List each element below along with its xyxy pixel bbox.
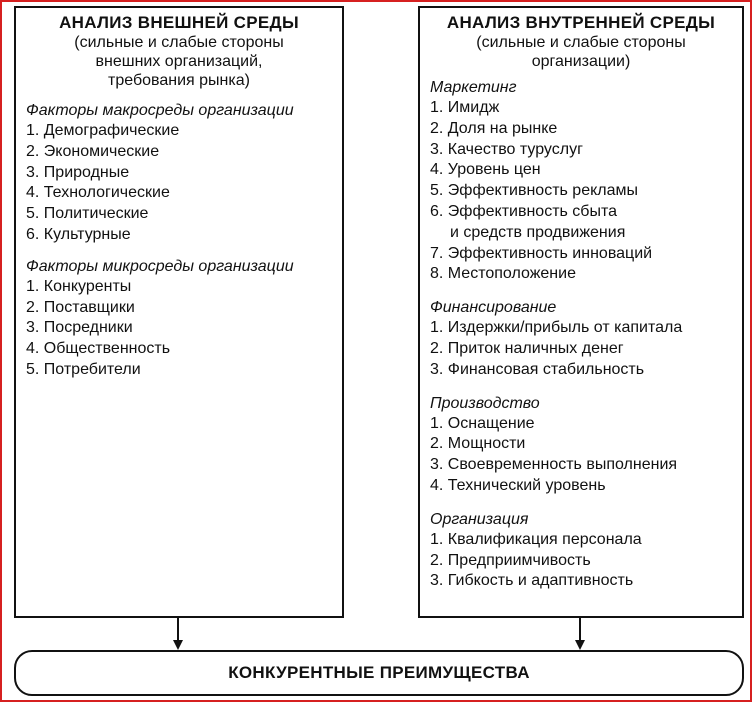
list-item — [26, 183, 342, 204]
internal-analysis-box — [418, 6, 744, 618]
list-item — [26, 225, 342, 246]
list-item-text: 2. Экономические — [26, 142, 160, 160]
list-item — [430, 318, 742, 339]
external-analysis-subtitle-line: (сильные и слабые стороны — [74, 34, 284, 51]
list-item — [26, 339, 342, 360]
list-item — [430, 98, 742, 119]
internal-analysis-subtitle-line: (сильные и слабые стороны — [476, 34, 686, 51]
list-item — [430, 339, 742, 360]
section-title: Маркетинг — [430, 79, 517, 96]
list-item — [26, 163, 342, 184]
list-item-text: 3. Своевременность выполнения — [430, 456, 678, 474]
list-item-text: 3. Качество туруслуг — [430, 140, 583, 158]
list-item-text: 1. Квалификация персонала — [430, 530, 642, 548]
factor-section — [430, 393, 742, 497]
list-item — [26, 204, 342, 225]
right-connector-line — [579, 618, 581, 642]
list-item-text: 1. Конкуренты — [26, 277, 132, 295]
list-item-text: 2. Приток наличных денег — [430, 339, 624, 357]
list-item — [430, 360, 742, 381]
list-item — [430, 181, 742, 202]
list-item — [430, 530, 742, 551]
list-item-text: 2. Доля на рынке — [430, 119, 558, 137]
list-item-text: 3. Гибкость и адаптивность — [430, 572, 634, 590]
list-item-continuation: и средств продвижения — [450, 223, 626, 241]
list-item — [430, 434, 742, 455]
factor-section — [430, 77, 742, 285]
list-item-text: 4. Технический уровень — [430, 476, 606, 494]
list-item — [26, 360, 342, 381]
list-item — [26, 142, 342, 163]
left-connector-line — [177, 618, 179, 642]
internal-analysis-subtitle-line: организации) — [531, 53, 631, 70]
list-item-text: 5. Потребители — [26, 360, 141, 378]
internal-analysis-title: АНАЛИЗ ВНУТРЕННЕЙ СРЕДЫ — [446, 13, 716, 32]
list-item — [430, 202, 742, 244]
competitive-advantages-label: КОНКУРЕНТНЫЕ ПРЕИМУЩЕСТВА — [228, 663, 530, 682]
list-item-text: 2. Мощности — [430, 435, 526, 453]
external-sections — [16, 100, 342, 381]
competitive-advantages-box — [14, 650, 744, 696]
section-title: Факторы микросреды организации — [26, 257, 294, 275]
list-item-text: 6. Культурные — [26, 225, 131, 243]
list-item — [26, 298, 342, 319]
list-item-text: 5. Политические — [26, 205, 149, 223]
internal-analysis-header — [420, 13, 742, 71]
list-item — [430, 140, 742, 161]
list-item — [430, 414, 742, 435]
list-item-text: 1. Имидж — [430, 99, 500, 116]
list-item-text: 3. Природные — [26, 163, 130, 181]
factor-section — [430, 297, 742, 380]
list-item-text: 4. Общественность — [26, 340, 171, 358]
factor-section — [430, 509, 742, 592]
external-analysis-box — [14, 6, 344, 618]
left-arrowhead — [173, 640, 183, 650]
list-item — [26, 121, 342, 142]
factor-section — [26, 100, 342, 246]
list-item-text: 2. Предприимчивость — [430, 551, 591, 569]
list-item — [430, 264, 742, 285]
list-item-text: 7. Эффективность инноваций — [430, 244, 653, 262]
list-item-text: 1. Оснащение — [430, 414, 535, 432]
list-item — [430, 551, 742, 572]
list-item — [430, 244, 742, 265]
list-item-text: 3. Финансовая стабильность — [430, 360, 645, 378]
internal-sections — [420, 77, 742, 592]
external-analysis-title: АНАЛИЗ ВНЕШНЕЙ СРЕДЫ — [59, 13, 299, 32]
section-title: Факторы макросреды организации — [26, 102, 294, 119]
list-item-text: 8. Местоположение — [430, 265, 576, 283]
list-item — [430, 455, 742, 476]
external-analysis-header — [16, 13, 342, 90]
list-item-text: 3. Посредники — [26, 319, 133, 337]
list-item-text: 1. Издержки/прибыль от капитала — [430, 319, 683, 337]
list-item-text: 6. Эффективность сбыта — [430, 202, 618, 220]
list-item — [26, 277, 342, 298]
list-item — [26, 318, 342, 339]
list-item — [430, 119, 742, 140]
list-item-text: 1. Демографические — [26, 122, 180, 139]
section-title: Финансирование — [430, 299, 557, 317]
list-item — [430, 160, 742, 181]
list-item-text: 4. Технологические — [26, 184, 170, 202]
list-item — [430, 571, 742, 592]
right-arrowhead — [575, 640, 585, 650]
section-title: Организация — [430, 510, 529, 528]
list-item-text: 4. Уровень цен — [430, 161, 541, 179]
external-analysis-subtitle-line: требования рынка) — [108, 72, 250, 89]
section-title: Производство — [430, 394, 540, 412]
factor-section — [26, 256, 342, 381]
list-item-text: 5. Эффективность рекламы — [430, 182, 639, 200]
list-item-text: 2. Поставщики — [26, 298, 135, 316]
external-analysis-subtitle-line: внешних организаций, — [95, 53, 263, 70]
list-item — [430, 476, 742, 497]
